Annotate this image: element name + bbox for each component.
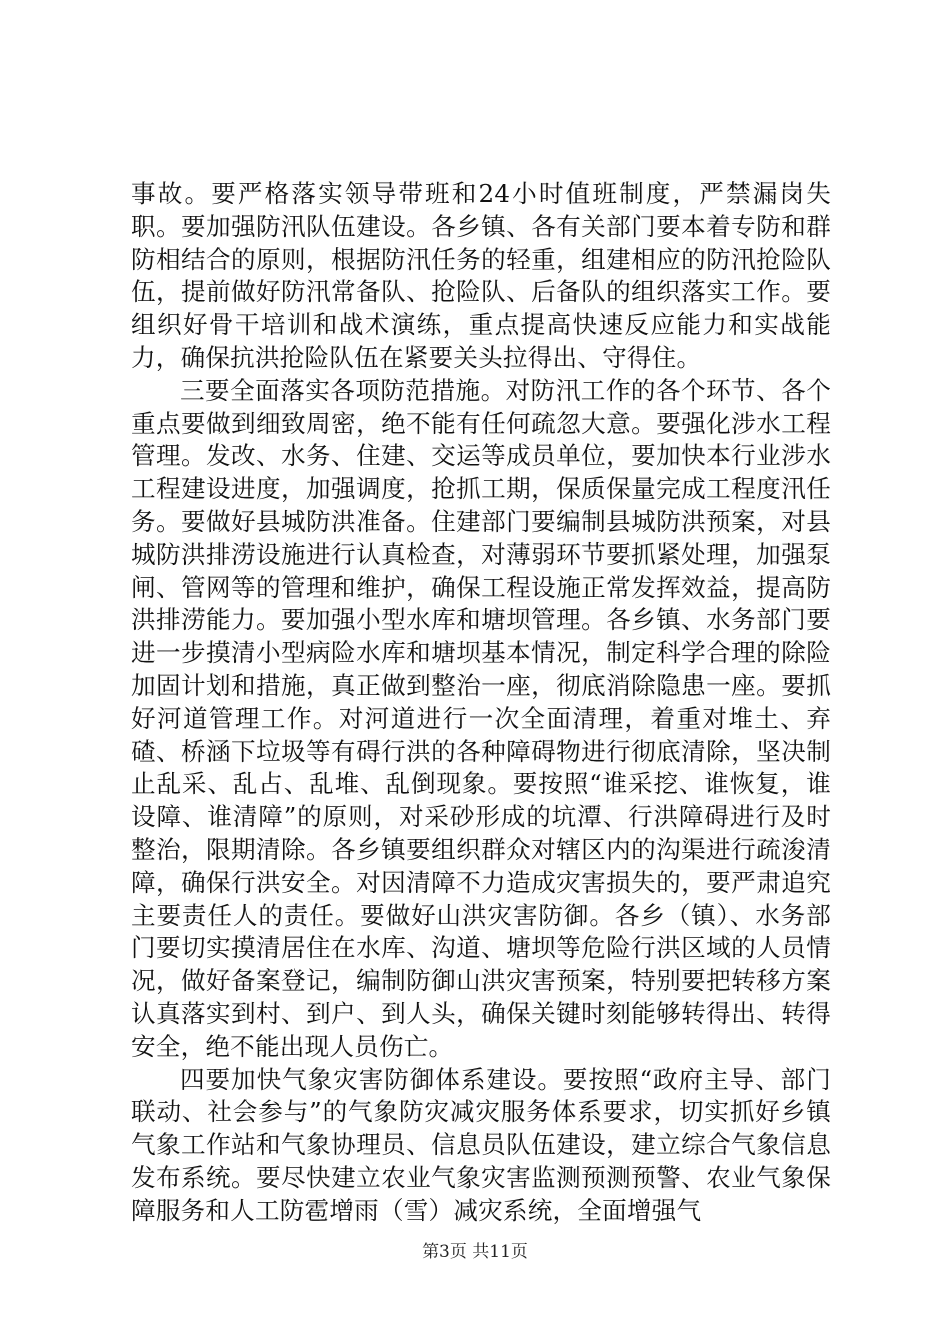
paragraph-2: 三要全面落实各项防范措施。对防汛工作的各个环节、各个重点要做到细致周密，绝不能有任何疏忽大意。要强化涉水工程管理。发改、水务、住建、交运等成员单位，要加快本行业涉水工程建设进度，加强调度，抢抓工期，保质保量完成工程度汛任务。要做好县城防洪准备。住建部门要编制县城防洪预案，对县城防洪排涝设施进行认真检查，对薄弱环节要抓紧处理，加强泵闸、管网等的管理和维护，确保工程设施正常发挥效益，提高防洪排涝能力。要加强小型水库和塘坝管理。各乡镇、水务部门要进一步摸清小型病险水库和塘坝基本情况，制定科学合理的除险加固计划和措施，真正做到整治一座，彻底消除隐患一座。要抓好河道管理工作。对河道进行一次全面清理，着重对堆土、弃碴、桥涵下垃圾等有碍行洪的各种障碍物进行彻底清除，坚决制止乱采、乱占、乱堆、乱倒现象。要按照“谁采挖、谁恢复，谁设障、谁清障”的原则，对采砂形成的坑潭、行洪障碍进行及时整治，限期清除。各乡镇要组织群众对辖区内的沟渠进行疏浚清障，确保行洪安全。对因清障不力造成灾害损失的，要严肃追究主要责任人的责任。要做好山洪灾害防御。各乡（镇）、水务部门要切实摸清居住在水库、沟道、塘坝等危险行洪区域的人员情况，做好备案登记，编制防御山洪灾害预案，特别要把转移方案认真落实到村、到户、到人头，确保关键时刻能够转得出、转得安全，绝不能出现人员伤亡。 <box>131 375 831 1061</box>
paragraph-1: 事故。要严格落实领导带班和24小时值班制度，严禁漏岗失职。要加强防汛队伍建设。各乡镇、各有关部门要本着专防和群防相结合的原则，根据防汛任务的轻重，组建相应的防汛抢险队伍，提前做好防汛常备队、抢险队、后备队的组织落实工作。要组织好骨干培训和战术演练，重点提高快速反应能力和实战能力，确保抗洪抢险队伍在紧要关头拉得出、守得住。 <box>131 179 831 372</box>
document-body <box>131 178 831 1228</box>
paragraph-3: 四要加快气象灾害防御体系建设。要按照“政府主导、部门联动、社会参与”的气象防灾减灾服务体系要求，切实抓好乡镇气象工作站和气象协理员、信息员队伍建设，建立综合气象信息发布系统。要尽快建立农业气象灾害监测预测预警、农业气象保障服务和人工防雹增雨（雪）减灾系统，全面增强气 <box>131 1064 831 1225</box>
page-footer: 第3页 共11页 <box>422 1242 528 1262</box>
